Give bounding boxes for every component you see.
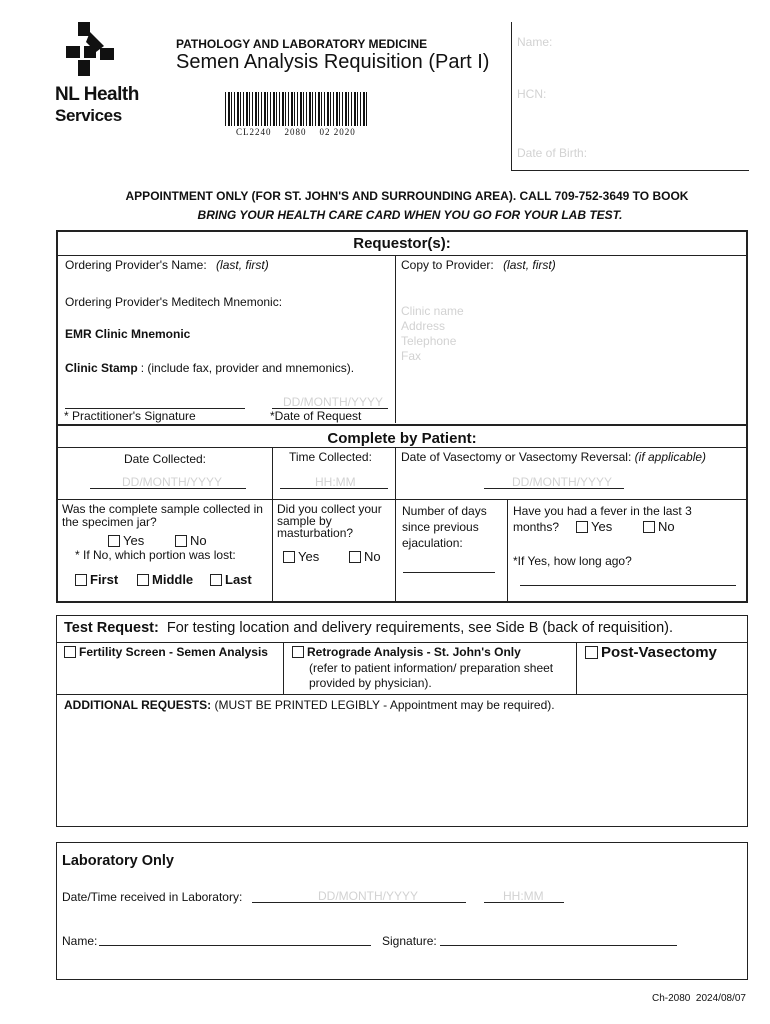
logo-line-2: Services (55, 106, 122, 125)
patient-heading: Complete by Patient: (327, 430, 477, 447)
patient-divider-3 (507, 499, 508, 601)
ordering-provider-field[interactable] (65, 258, 269, 272)
patient-row-rule (58, 499, 746, 500)
masturbation-yes[interactable] (283, 549, 319, 564)
patient-divider-2 (395, 447, 396, 601)
patient-heading-rule (58, 447, 746, 448)
signature-line[interactable] (65, 396, 245, 409)
page-title: Semen Analysis Requisition (Part I) (176, 51, 490, 73)
requestor-heading: Requestor(s): (353, 235, 451, 252)
clinic-stamp-label: Clinic Stamp (65, 361, 138, 375)
test-request-heading (64, 620, 673, 636)
received-time-placeholder: HH:MM (503, 889, 544, 903)
checkbox-icon[interactable] (137, 574, 149, 586)
signature-label: * Practitioner's Signature (64, 409, 196, 423)
date-of-request-placeholder: DD/MONTH/YYYY (283, 395, 384, 409)
meditech-mnemonic-field[interactable]: Ordering Provider's Meditech Mnemonic: (65, 295, 283, 309)
retrograde-label: Retrograde Analysis - St. John's Only (307, 645, 521, 659)
additional-requests-field[interactable] (64, 698, 555, 712)
clinic-stamp-field[interactable] (65, 361, 354, 375)
portion-middle-label: Middle (152, 572, 194, 587)
checkbox-icon[interactable] (643, 521, 655, 533)
nl-health-cross-logo-icon (60, 22, 120, 78)
checkbox-icon[interactable] (64, 646, 76, 658)
date-collected-placeholder: DD/MONTH/YYYY (122, 475, 223, 489)
patient-section-rule (58, 424, 746, 426)
laboratory-heading: Laboratory Only (62, 853, 174, 869)
additional-requests-note: (MUST BE PRINTED LEGIBLY - Appointment may be required). (214, 698, 555, 712)
complete-sample-yes[interactable] (108, 533, 144, 548)
portion-last[interactable] (210, 572, 252, 587)
patient-hcn-field[interactable]: HCN: (517, 87, 547, 101)
clinic-stamp-hint: : (include fax, provider and mnemonics). (140, 361, 355, 375)
copy-provider-field[interactable] (401, 258, 556, 272)
yes-label: Yes (298, 549, 320, 564)
checkbox-icon[interactable] (75, 574, 87, 586)
fever-question-text: Have you had a fever in the last 3 months? (513, 504, 692, 534)
retrograde-option[interactable] (292, 645, 574, 691)
vasectomy-date-placeholder: DD/MONTH/YYYY (512, 475, 613, 489)
patient-dob-field[interactable]: Date of Birth: (517, 146, 588, 160)
fever-no[interactable] (643, 519, 675, 534)
yes-label: Yes (591, 519, 613, 534)
department: PATHOLOGY AND LABORATORY MEDICINE (176, 37, 428, 51)
masturbation-no[interactable] (349, 549, 381, 564)
received-label: Date/Time received in Laboratory: (62, 890, 243, 904)
vasectomy-date-label: Date of Vasectomy or Vasectomy Reversal: (401, 450, 632, 464)
time-collected-placeholder: HH:MM (315, 475, 356, 489)
fever-followup: *If Yes, how long ago? (513, 554, 632, 568)
requestor-heading-rule (58, 255, 746, 256)
days-since-question: Number of days since previous ejaculation: (402, 504, 487, 550)
clinic-stamp-placeholder (401, 304, 464, 364)
received-date-placeholder: DD/MONTH/YYYY (318, 889, 419, 903)
clinic-telephone-placeholder: Telephone (401, 334, 457, 348)
post-vasectomy-label: Post-Vasectomy (601, 644, 717, 661)
checkbox-icon[interactable] (349, 551, 361, 563)
form-code: Ch-2080 2024/08/07 (652, 993, 746, 1004)
fever-question (513, 503, 735, 535)
vasectomy-date-field[interactable] (401, 450, 706, 464)
lab-name-label: Name: (62, 934, 98, 948)
checkbox-icon[interactable] (576, 521, 588, 533)
no-label: No (190, 533, 207, 548)
fertility-screen-label: Fertility Screen - Semen Analysis (79, 645, 268, 659)
days-since-line[interactable] (403, 562, 495, 573)
clinic-address-placeholder: Address (401, 319, 446, 333)
barcode (225, 92, 367, 126)
test-request-note: For testing location and delivery requirements, see Side B (back of requisition). (166, 620, 673, 636)
copy-provider-label: Copy to Provider: (401, 258, 494, 272)
retrograde-note: (refer to patient information/ preparation sheet provided by physician). (309, 661, 554, 690)
checkbox-icon[interactable] (283, 551, 295, 563)
patient-name-field[interactable]: Name: (517, 35, 553, 49)
fever-yes[interactable] (576, 519, 612, 534)
clinic-fax-placeholder: Fax (401, 349, 422, 363)
portion-middle[interactable] (137, 572, 193, 587)
test-divider-2 (576, 642, 577, 694)
health-card-notice: BRING YOUR HEALTH CARE CARD WHEN YOU GO FOR YOUR LAB TEST. (197, 208, 623, 222)
fertility-screen-option[interactable] (64, 645, 268, 659)
test-options-rule (56, 694, 748, 695)
checkbox-icon[interactable] (210, 574, 222, 586)
no-label: No (658, 519, 675, 534)
logo (55, 22, 155, 132)
portion-last-label: Last (225, 572, 252, 587)
lab-signature-label: Signature: (382, 934, 437, 948)
complete-sample-no[interactable] (175, 533, 207, 548)
date-collected-label: Date Collected: (123, 452, 207, 466)
time-collected-label: Time Collected: (289, 450, 372, 464)
post-vasectomy-option[interactable] (585, 644, 717, 661)
requestor-divider (395, 255, 396, 423)
no-label: No (364, 549, 381, 564)
checkbox-icon[interactable] (175, 535, 187, 547)
test-divider-1 (283, 642, 284, 694)
portion-first-label: First (90, 572, 119, 587)
copy-provider-hint: (last, first) (503, 258, 556, 272)
fever-followup-line[interactable] (520, 575, 736, 586)
checkbox-icon[interactable] (108, 535, 120, 547)
appointment-notice: APPOINTMENT ONLY (FOR ST. JOHN'S AND SURROUNDING AREA). CALL 709-752-3649 TO BOOK (125, 189, 689, 203)
lab-signature-line[interactable] (440, 935, 677, 946)
masturbation-question: Did you collect your sample by masturbation? (277, 502, 382, 540)
complete-sample-question: Was the complete sample collected in the specimen jar? (62, 502, 263, 529)
checkbox-icon[interactable] (585, 646, 598, 659)
test-request-rule (56, 642, 748, 643)
vasectomy-date-hint: (if applicable) (634, 450, 707, 464)
portion-first[interactable] (75, 572, 118, 587)
barcode-text: CL2240 2080 02 2020 (236, 127, 356, 137)
ordering-provider-label: Ordering Provider's Name: (65, 258, 207, 272)
test-request-title: Test Request: (64, 620, 159, 636)
logo-line-1: NL Health (55, 84, 139, 105)
portion-lost-question: * If No, which portion was lost: (75, 548, 236, 562)
date-of-request-label: *Date of Request (270, 409, 362, 423)
additional-requests-label: ADDITIONAL REQUESTS: (64, 698, 212, 712)
lab-name-line[interactable] (99, 935, 371, 946)
emr-clinic-mnemonic-field[interactable]: EMR Clinic Mnemonic (65, 327, 191, 341)
checkbox-icon[interactable] (292, 646, 304, 658)
yes-label: Yes (123, 533, 145, 548)
ordering-provider-hint: (last, first) (216, 258, 269, 272)
clinic-name-placeholder: Clinic name (401, 304, 464, 318)
